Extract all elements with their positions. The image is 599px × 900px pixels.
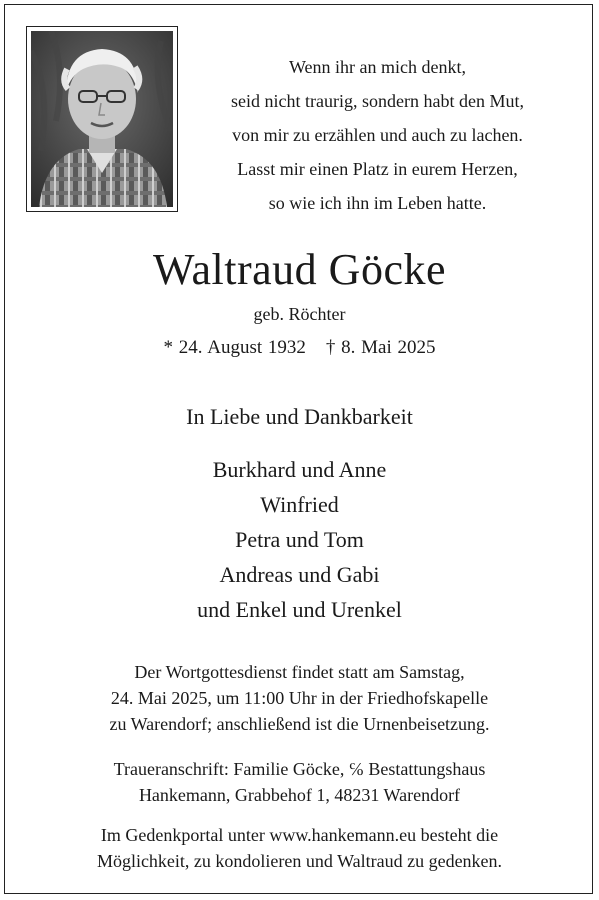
- poem-line: seid nicht traurig, sondern habt den Mut,: [231, 91, 524, 111]
- poem-line: von mir zu erzählen und auch zu lachen.: [232, 125, 523, 145]
- mourner-entry: Burkhard und Anne: [212, 457, 387, 482]
- service-info: [0, 659, 599, 737]
- service-line: 24. Mai 2025, um 11:00 Uhr in der Friedhofskapelle: [110, 688, 489, 708]
- portal-line: Im Gedenkportal unter www.hankemann.eu besteht die: [100, 825, 499, 845]
- service-line: zu Warendorf; anschließend ist die Urnenbeisetzung.: [109, 714, 490, 734]
- poem-line: so wie ich ihn im Leben hatte.: [268, 193, 487, 213]
- birth-date: * 24. August 1932: [163, 337, 306, 358]
- mourning-intro: In Liebe und Dankbarkeit: [186, 404, 413, 429]
- address-line: Hankemann, Grabbehof 1, 48231 Warendorf: [138, 785, 461, 805]
- memorial-portal-note: [0, 822, 599, 874]
- deceased-name: Waltraud Göcke: [153, 245, 446, 294]
- mourning-address: [0, 756, 599, 808]
- mourner-entry: Andreas und Gabi: [219, 562, 380, 587]
- poem-line: Lasst mir einen Platz in eurem Herzen,: [237, 159, 518, 179]
- mourner-entry: Winfried: [260, 492, 339, 517]
- mourner-entry: Petra und Tom: [235, 527, 364, 552]
- address-line: Traueranschrift: Familie Göcke, ℅ Bestattungshaus: [113, 759, 486, 779]
- service-line: Der Wortgottesdienst findet statt am Samstag,: [134, 662, 465, 682]
- poem: [185, 50, 570, 220]
- death-date: † 8. Mai 2025: [325, 337, 436, 358]
- mourners-list: [0, 452, 599, 627]
- mourner-entry: und Enkel und Urenkel: [197, 597, 402, 622]
- poem-line: Wenn ihr an mich denkt,: [288, 57, 466, 77]
- birth-name: geb. Röchter: [253, 304, 346, 324]
- portrait-photo: [26, 26, 178, 212]
- portal-line: Möglichkeit, zu kondolieren und Waltraud zu gedenken.: [96, 851, 503, 871]
- portrait-image: [31, 31, 173, 207]
- life-dates: [0, 337, 599, 359]
